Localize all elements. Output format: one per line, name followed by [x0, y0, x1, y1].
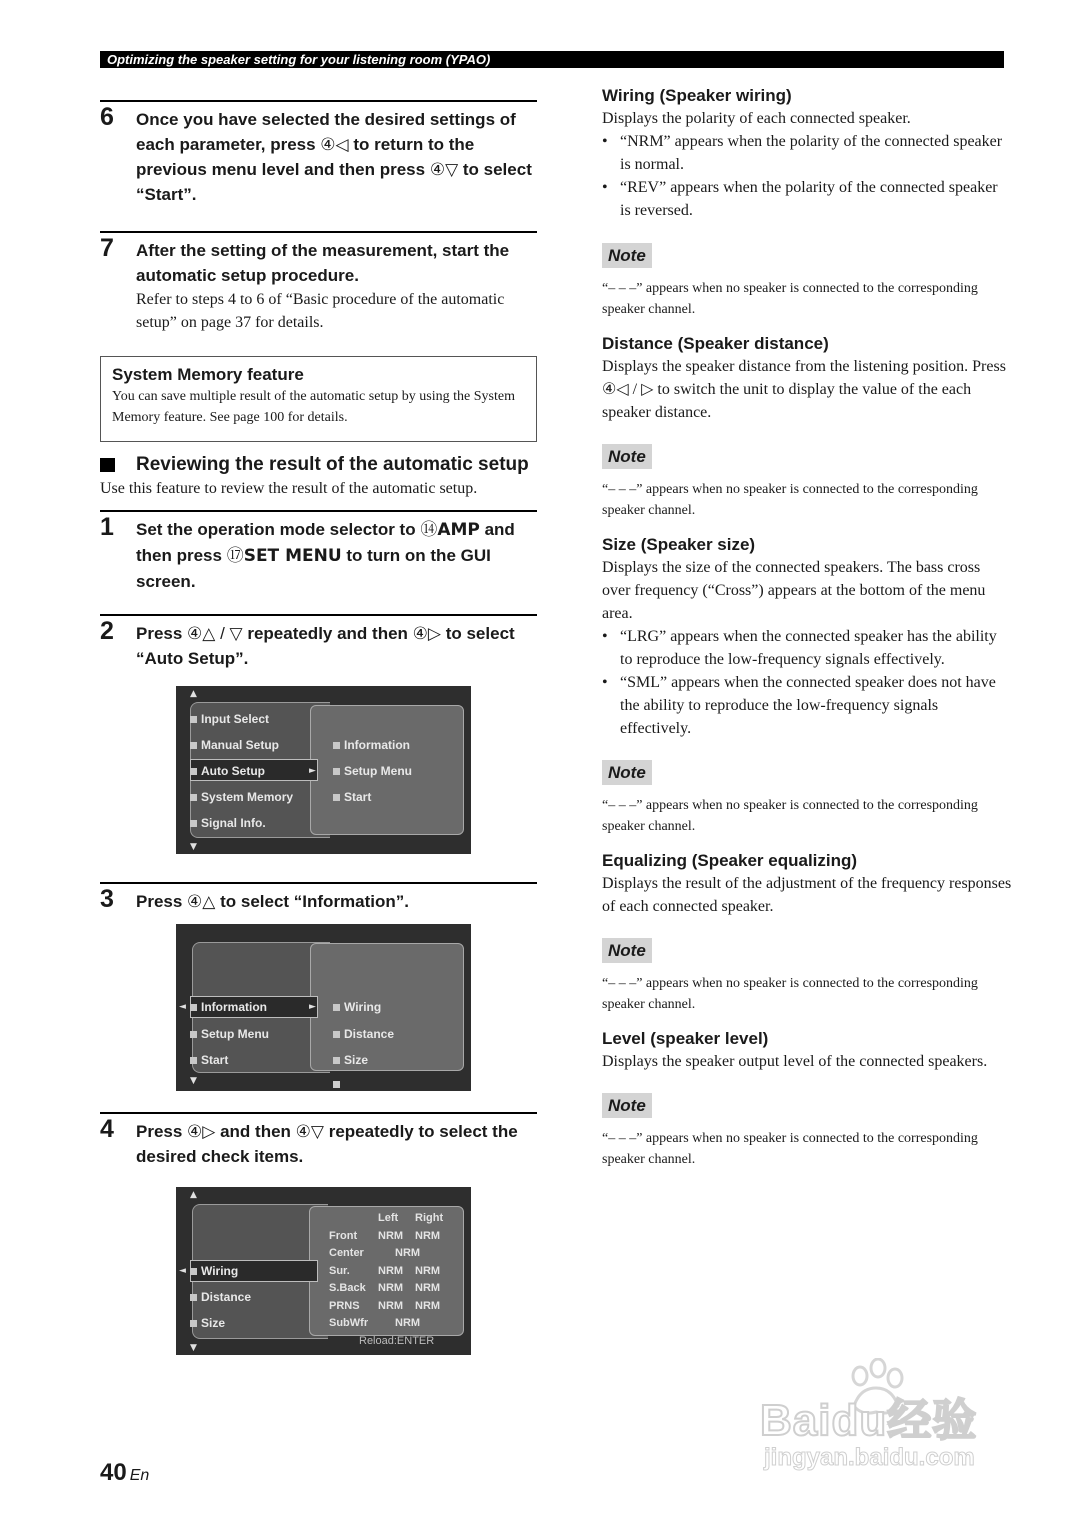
menu-item-manual-setup[interactable]: Manual Setup	[190, 737, 279, 753]
table-header-row: Left Right	[378, 1212, 444, 1224]
list-item: • “NRM” appears when the polarity of the connected speaker is normal.	[602, 130, 1012, 176]
memory-title: System Memory feature	[112, 365, 304, 384]
submenu-item-wiring[interactable]: Wiring	[333, 999, 381, 1015]
note-text: “– – –” appears when no speaker is connected to the corresponding speaker channel.	[602, 482, 978, 518]
key-symbol: ④◁	[320, 135, 349, 154]
submenu-arrow-icon: ►	[309, 766, 316, 776]
section-intro: Use this feature to review the result of the automatic setup.	[100, 480, 478, 497]
menu-item-size[interactable]: Size	[190, 1315, 225, 1331]
scroll-down-icon: ▼	[190, 1343, 197, 1353]
scroll-down-icon: ▼	[190, 842, 197, 852]
menu-item-setup-menu[interactable]: Setup Menu	[190, 1026, 269, 1042]
step-text: Press ④△ / ▽ repeatedly and then ④▷ to select “Auto Setup”.	[136, 624, 515, 668]
key-symbol: ④△	[187, 892, 216, 911]
step-body: Refer to steps 4 to 6 of “Basic procedure of the automatic setup” on page 37 for details.	[136, 291, 505, 331]
step-text: Set the operation mode selector to ⑭AMP and then press ⑰SET MENU to turn on the GUI screen.	[136, 520, 515, 591]
key-symbol: ④▷	[187, 1122, 216, 1141]
step-3	[100, 882, 537, 924]
note-text: “– – –” appears when no speaker is connected to the corresponding speaker channel.	[602, 798, 978, 834]
table-row: Center NRM	[329, 1247, 421, 1259]
step-2	[100, 614, 537, 686]
gui-screen-wiring	[176, 1187, 471, 1355]
wiring-text: Displays the polarity of each connected speaker.	[602, 110, 911, 127]
right-column	[602, 84, 1012, 1170]
baidu-watermark	[760, 1358, 1010, 1478]
key-symbol: ④◁ / ▷	[602, 381, 654, 398]
watermark-brand: Baidu经验	[760, 1396, 978, 1445]
page-indicator-icon	[333, 1081, 340, 1088]
key-symbol: ⑰	[226, 546, 244, 565]
list-item: • “REV” appears when the polarity of the connected speaker is reversed.	[602, 176, 1012, 222]
distance-heading: Distance (Speaker distance)	[602, 334, 829, 353]
header-bar	[100, 51, 1004, 68]
submenu-item-information[interactable]: Information	[333, 737, 410, 753]
key-symbol: ⑭	[420, 520, 438, 539]
step-text: Press ④△ to select “Information”.	[136, 892, 410, 911]
watermark-url: jingyan.baidu.com	[764, 1444, 975, 1471]
header-title: Optimizing the speaker setting for your listening room (YPAO)	[107, 52, 491, 67]
note-label: Note	[602, 444, 652, 469]
back-arrow-icon: ◄	[179, 1266, 186, 1276]
key-symbol: ④▽	[429, 160, 459, 179]
system-memory-box	[100, 356, 537, 442]
note-label: Note	[602, 760, 652, 785]
note-text: “– – –” appears when no speaker is connected to the corresponding speaker channel.	[602, 1131, 978, 1167]
step-text: After the setting of the measurement, start the automatic setup procedure.	[136, 241, 510, 285]
back-arrow-icon: ◄	[179, 1002, 186, 1012]
gui-screen-auto-setup	[176, 686, 471, 854]
step-1	[100, 510, 537, 614]
submenu-item-distance[interactable]: Distance	[333, 1026, 394, 1042]
wiring-bullets	[602, 130, 1012, 222]
step-7	[100, 231, 537, 356]
table-row: PRNS NRM NRM	[329, 1299, 441, 1312]
list-item: • “SML” appears when the connected speaker does not have the ability to reproduce the low-frequency signals effectively.	[602, 671, 1012, 740]
section-heading: Reviewing the result of the automatic setup	[100, 452, 537, 477]
step-number: 2	[100, 617, 114, 645]
note-label: Note	[602, 1093, 652, 1118]
equalizing-heading: Equalizing (Speaker equalizing)	[602, 851, 858, 870]
scroll-down-icon: ▼	[190, 1076, 197, 1086]
menu-item-distance[interactable]: Distance	[190, 1289, 251, 1305]
key-symbol: ④▽	[295, 1122, 324, 1141]
note-label: Note	[602, 243, 652, 268]
menu-item-wiring[interactable]: Wiring	[190, 1263, 238, 1279]
page-number: 40 En	[100, 1459, 150, 1486]
level-heading: Level (speaker level)	[602, 1029, 769, 1048]
table-row: Front NRM NRM	[329, 1229, 441, 1242]
submenu-item-setup-menu[interactable]: Setup Menu	[333, 763, 412, 779]
size-heading: Size (Speaker size)	[602, 535, 756, 554]
equalizing-text: Displays the result of the adjustment of the frequency responses of each connected speaker.	[602, 875, 1012, 915]
list-item: • “LRG” appears when the connected speaker has the ability to reproduce the low-frequency signals effectively.	[602, 625, 1012, 671]
level-text: Displays the speaker output level of the connected speakers.	[602, 1053, 988, 1070]
submenu-item-size[interactable]: Size	[333, 1052, 368, 1068]
step-6	[100, 100, 537, 231]
step-number: 7	[100, 234, 114, 262]
scroll-up-icon: ▲	[190, 1190, 197, 1200]
left-column	[100, 100, 537, 1355]
submenu-arrow-icon: ►	[309, 1002, 316, 1012]
step-4	[100, 1112, 537, 1187]
step-text: Press ④▷ and then ④▽ repeatedly to select the desired check items.	[136, 1122, 518, 1166]
size-text: Displays the size of the connected speakers. The bass cross over frequency (“Cross”) appears at the bottom of the menu area.	[602, 559, 986, 622]
table-row: SubWfr NRM	[329, 1317, 421, 1329]
wiring-result-table	[327, 1209, 457, 1351]
table-row: Sur. NRM NRM	[329, 1264, 441, 1277]
menu-item-auto-setup[interactable]: Auto Setup	[190, 763, 265, 779]
menu-item-information[interactable]: Information	[190, 999, 267, 1015]
note-label: Note	[602, 938, 652, 963]
note-text: “– – –” appears when no speaker is connected to the corresponding speaker channel.	[602, 976, 978, 1012]
gui-screen-information	[176, 924, 471, 1091]
submenu-item-start[interactable]: Start	[333, 789, 371, 805]
step-number: 3	[100, 885, 114, 913]
scroll-up-icon: ▲	[190, 689, 197, 699]
key-symbol: ④△ / ▽	[187, 624, 243, 643]
step-number: 4	[100, 1115, 114, 1143]
table-row: S.Back NRM NRM	[329, 1282, 441, 1294]
menu-item-system-memory[interactable]: System Memory	[190, 789, 293, 805]
step-text: Once you have selected the desired settings of each parameter, press ④◁ to return to the previous menu level and then press ④▽ to select “Start”.	[136, 110, 532, 204]
key-symbol: ④▷	[412, 624, 441, 643]
distance-text: Displays the speaker distance from the listening position. Press ④◁ / ▷ to switch the unit to display the value of the each speaker distance.	[602, 358, 1006, 421]
note-text: “– – –” appears when no speaker is connected to the corresponding speaker channel.	[602, 281, 978, 317]
menu-item-start[interactable]: Start	[190, 1052, 228, 1068]
reload-row: Reload:ENTER	[359, 1334, 435, 1347]
wiring-heading: Wiring (Speaker wiring)	[602, 86, 792, 105]
step-number: 6	[100, 103, 114, 131]
square-bullet-icon	[100, 458, 115, 472]
menu-item-signal-info[interactable]: Signal Info.	[190, 815, 266, 831]
size-bullets	[602, 625, 1012, 740]
memory-text: You can save multiple result of the automatic setup by using the System Memory feature. See page 100 for details.	[112, 389, 515, 425]
menu-item-input-select[interactable]: Input Select	[190, 711, 269, 727]
step-number: 1	[100, 513, 114, 541]
